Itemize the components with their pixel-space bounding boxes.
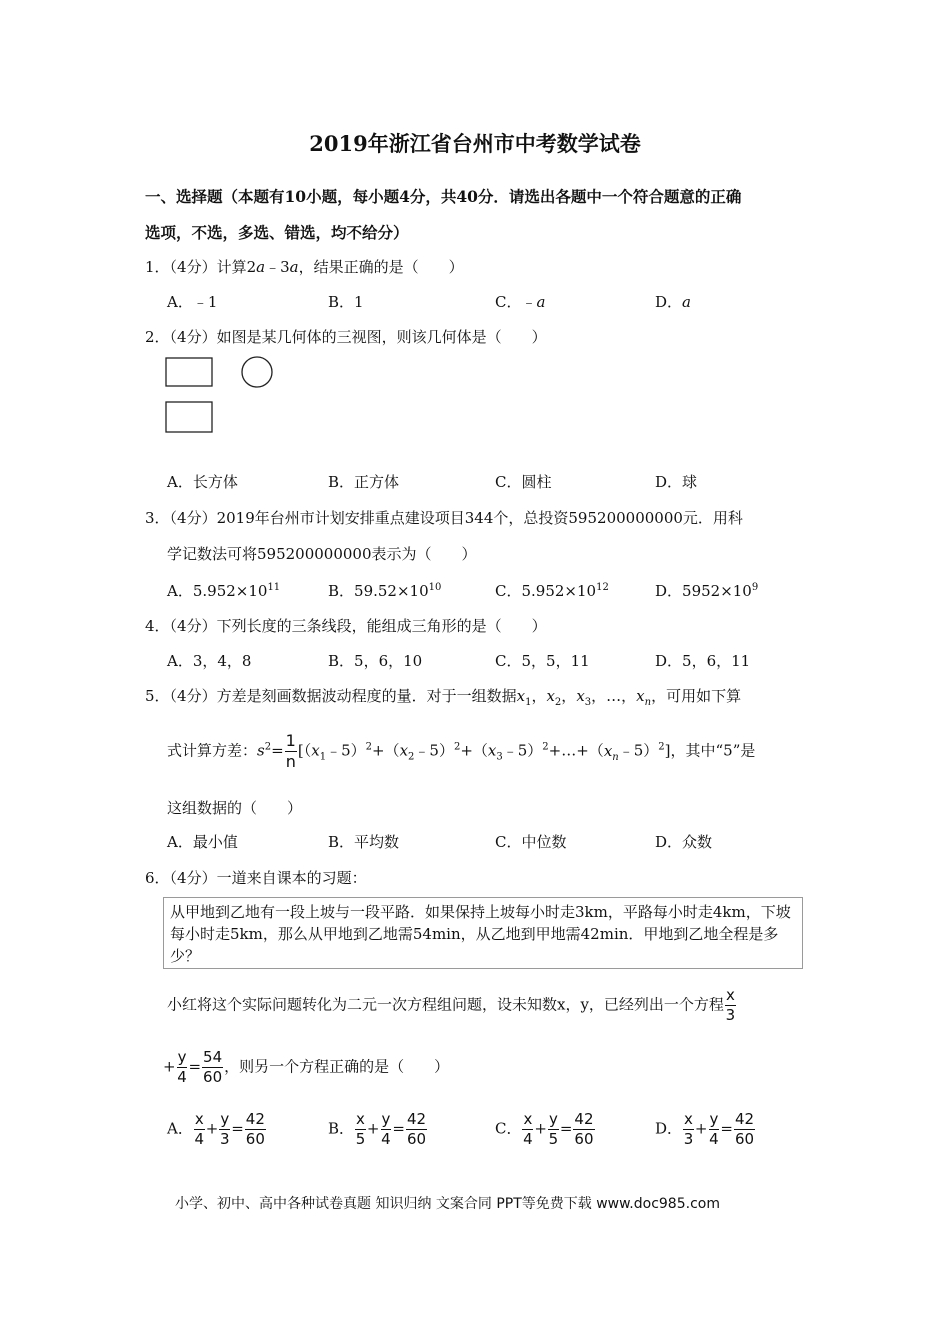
top-view-rectangle — [166, 402, 212, 432]
question-6-line2: 小红将这个实际问题转化为二元一次方程组问题，设未知数x，y，已经列出一个方程 $\frac{x}{3}$ — [167, 986, 736, 1024]
question-6-line1: 6．（4分）一道来自课本的习题： — [145, 869, 367, 887]
side-view-circle — [242, 357, 272, 387]
q4-option-c: C．5，5，11 — [495, 652, 590, 670]
question-6-line3: + $\frac{y}{4}$ = $\frac{54}{60}$ ，则另一个方程正确的是（ ） — [163, 1048, 450, 1086]
q1-option-c: C．﹣a — [495, 293, 546, 311]
q6-option-c: C． $\frac{x}{4}$ + $\frac{y}{5}$ = $\frac{42}{60}$ — [495, 1110, 594, 1148]
section-heading-line1: 一、选择题（本题有10小题，每小题4分，共40分．请选出各题中一个符合题意的正确 — [145, 187, 742, 206]
q1-option-a: A．﹣1 — [167, 293, 218, 311]
question-3-line2: 学记数法可将595200000000表示为（ ） — [167, 545, 477, 563]
q6-option-d: D． $\frac{x}{3}$ + $\frac{y}{4}$ = $\frac{42}{60}$ — [655, 1110, 755, 1148]
q5-option-b: B．平均数 — [328, 833, 400, 851]
q1-option-d: D．a — [655, 293, 691, 311]
textbook-problem-box: 从甲地到乙地有一段上坡与一段平路．如果保持上坡每小时走3km，平路每小时走4km，下坡每小时走5km，那么从甲地到乙地需54min，从乙地到甲地需42min．甲地到乙地全程是多少？ — [163, 897, 803, 969]
section-heading-line2: 选项，不选，多选、错选，均不给分） — [145, 223, 409, 242]
q2-option-b: B．正方体 — [328, 473, 400, 491]
variance-fraction: $\frac{1}{n}$ — [285, 731, 296, 771]
front-view-rectangle — [166, 358, 212, 386]
question-4: 4．（4分）下列长度的三条线段，能组成三角形的是（ ） — [145, 617, 547, 635]
question-5-line2: 式计算方差：$s^2=$ $\frac{1}{n}$ $[(x_1﹣5)^2+(x_2﹣5)^2+(x_3﹣5)^2+\dots+(x_n﹣5)^2]$，其中“5”是 — [167, 731, 756, 771]
q5-option-c: C．中位数 — [495, 833, 567, 851]
question-3-line1: 3．（4分）2019年台州市计划安排重点建设项目344个，总投资595200000000元．用科 — [145, 509, 743, 527]
question-5-line1: 5．（4分）方差是刻画数据波动程度的量．对于一组数据$x_1$，$x_2$，$x_3$，…，$x_n$，可用如下算 — [145, 687, 742, 708]
question-5-line3: 这组数据的（ ） — [167, 799, 303, 817]
q6-option-b: B． $\frac{x}{5}$ + $\frac{y}{4}$ = $\frac{42}{60}$ — [328, 1110, 427, 1148]
q5-option-d: D．众数 — [655, 833, 713, 851]
q3-option-b: B．$59.52\times 10^{10}$ — [328, 582, 442, 600]
q2-option-a: A．长方体 — [167, 473, 238, 491]
q2-option-c: C．圆柱 — [495, 473, 552, 491]
given-equation-y-term: $\frac{y}{4}$ — [177, 1048, 187, 1086]
question-2: 2．（4分）如图是某几何体的三视图，则该几何体是（ ） — [145, 328, 547, 346]
q1-option-b: B．1 — [328, 293, 364, 311]
q3-option-c: C．$5.952\times 10^{12}$ — [495, 582, 609, 600]
given-equation-x-term: $\frac{x}{3}$ — [725, 986, 736, 1024]
page-title: 2019年浙江省台州市中考数学试卷 — [309, 131, 641, 156]
q5-option-a: A．最小值 — [167, 833, 238, 851]
question-1: 1．（4分）计算2a﹣3a，结果正确的是（ ） — [145, 258, 464, 276]
footer-text: 小学、初中、高中各种试卷真题 知识归纳 文案合同 PPT等免费下载 www.doc985.com — [175, 1196, 720, 1212]
given-equation-rhs: $\frac{54}{60}$ — [203, 1048, 223, 1086]
q2-option-d: D．球 — [655, 473, 698, 491]
q4-option-b: B．5，6，10 — [328, 652, 423, 670]
q3-option-a: A．$5.952\times 10^{11}$ — [167, 582, 281, 600]
q6-option-a: A． $\frac{x}{4}$ + $\frac{y}{3}$ = $\frac{42}{60}$ — [167, 1110, 265, 1148]
q3-option-d: D．$5952\times 10^9$ — [655, 582, 759, 600]
three-view-figure — [160, 352, 280, 436]
q4-option-a: A．3，4，8 — [167, 652, 252, 670]
q4-option-d: D．5，6，11 — [655, 652, 751, 670]
